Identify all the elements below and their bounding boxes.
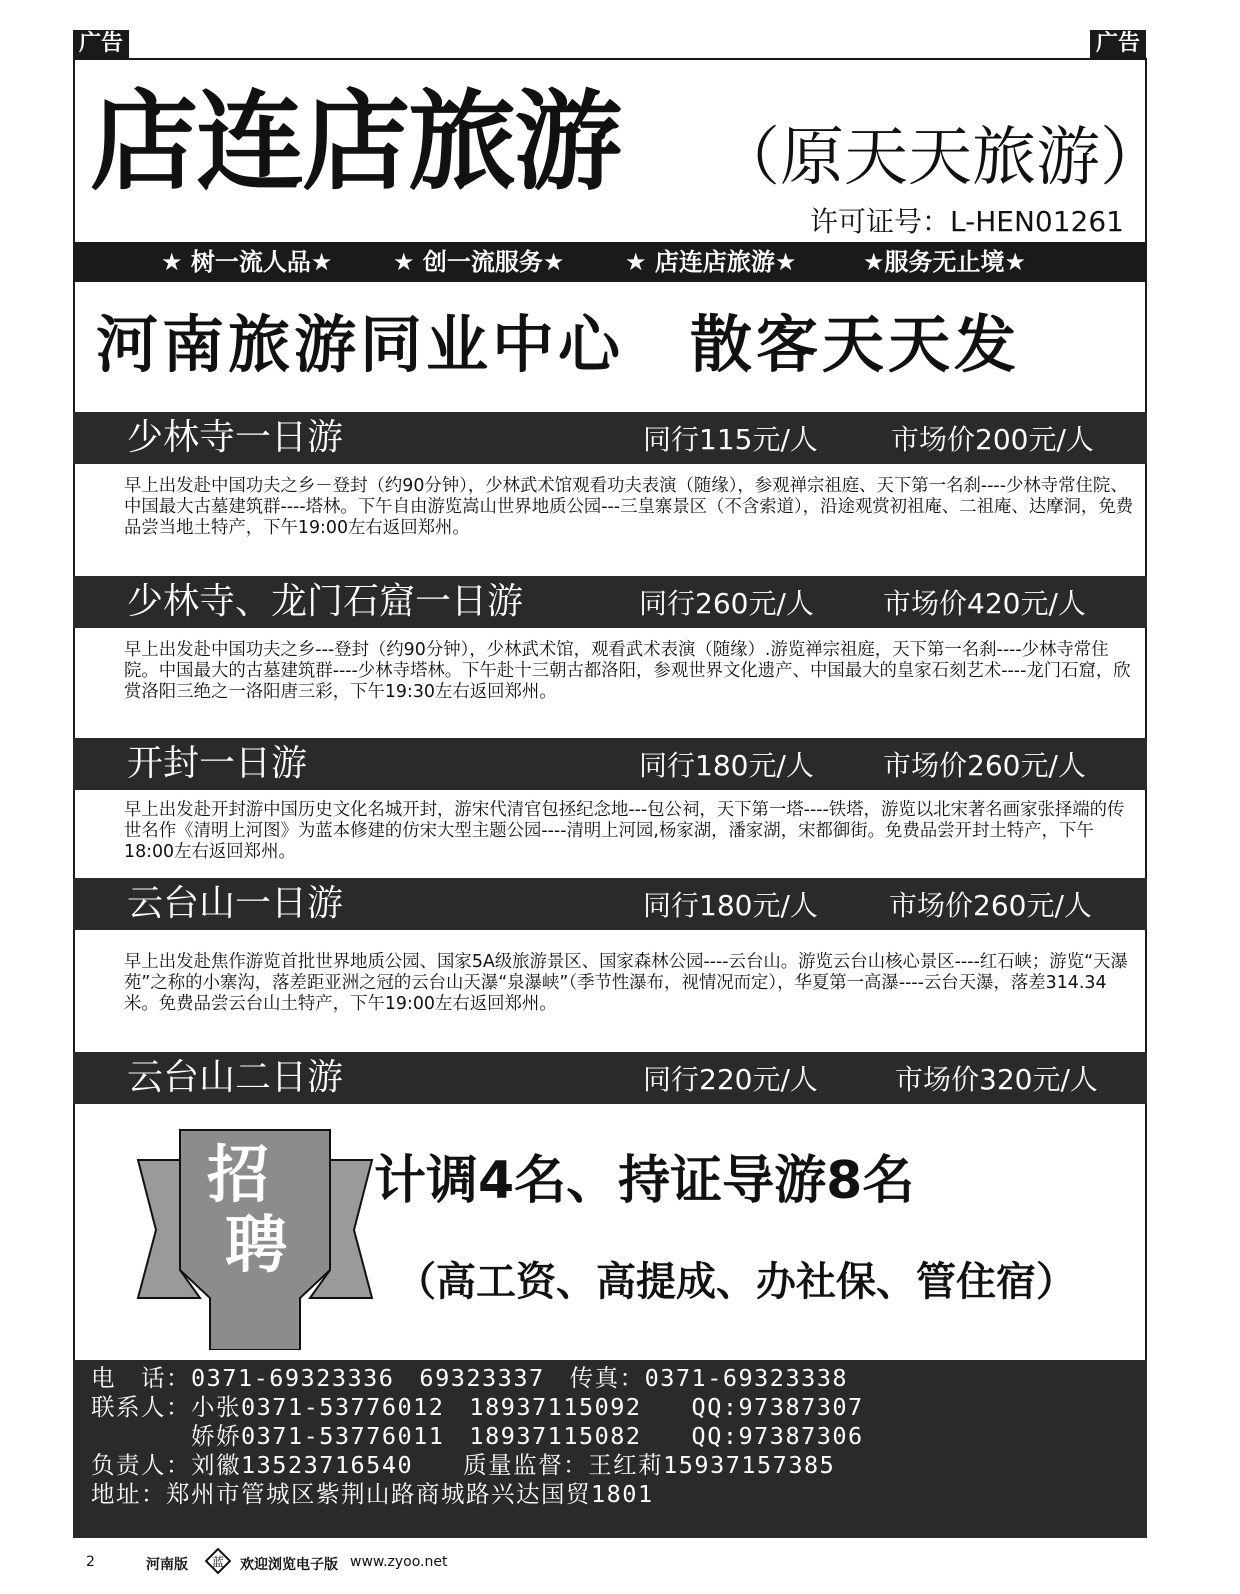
contact-box (73, 1360, 1147, 1538)
tour-bar-kaifeng (73, 738, 1147, 790)
tour-bar-shaolin (73, 412, 1147, 464)
slogan-4: ★服务无止境★ (863, 248, 1027, 276)
tour-description: 早上出发赴开封游中国历史文化名城开封，游宋代清官包拯纪念地---包公祠，天下第一塔----铁塔，游览以北宋著名画家张择端的传世名作《清明上河图》为蓝本修建的仿宋大型主题公园----清明上河园,杨家湖，潘家湖，宋都御街。免费品尝开封土特产，下午18:00左右返回郑州。 (124, 800, 1125, 862)
headline: 河南旅游同业中心 散客天天发 (96, 308, 1021, 381)
tour-peer-price: 同行260元/人 (639, 587, 814, 620)
tour-bar-shaolin-longmen (73, 576, 1147, 628)
contact-phone-line: 电 话：0371-69323336 69323337 传真：0371-69323338 (91, 1364, 849, 1392)
edition-label: 河南版 (146, 1557, 188, 1573)
recruit-emblem (130, 1120, 380, 1350)
tour-market-price: 市场价200元/人 (891, 423, 1094, 456)
license-number: 许可证号：L-HEN01261 (810, 205, 1124, 238)
ad-tag-left: 广告 (73, 30, 129, 58)
tour-name: 开封一日游 (127, 743, 308, 784)
tour-description: 早上出发赴焦作游览首批世界地质公园、国家5A级旅游景区、国家森林公园----云台山。游览云台山核心景区----红石峡；游览“天瀑苑”之称的小寨沟，落差距亚洲之冠的云台山天瀑“泉瀑峡”（季节性瀑布，视情况而定），华夏第一高瀑----云台天瀑，落差314.34米。免费品尝云台山土特产，下午19:00左右返回郑州。 (124, 952, 1128, 1014)
tour-description: 早上出发赴中国功夫之乡－登封（约90分钟），少林武术馆观看功夫表演（随缘），参观禅宗祖庭、天下第一名刹----少林寺常住院、中国最大古墓建筑群----塔林。下午自由游览嵩山世界地质公园---三皇寨景区（不含索道），沿途观赏初祖庵、二祖庵、达摩洞，免费品尝当地土特产，下午19:00左右返回郑州。 (124, 476, 1134, 538)
tour-peer-price: 同行115元/人 (643, 423, 818, 456)
tour-name: 云台山二日游 (127, 1057, 344, 1098)
contact-address-line: 地址：郑州市管城区紫荆山路商城路兴达国贸1801 (91, 1480, 654, 1508)
tour-name: 少林寺一日游 (127, 417, 344, 458)
recruit-char-1: 招 (206, 1138, 270, 1211)
contact-manager-line: 负责人：刘徽13523716540 质量监督：王红莉15937157385 (91, 1451, 836, 1479)
recruit-benefits: （高工资、高提成、办社保、管住宿） (396, 1259, 1076, 1305)
tour-market-price: 市场价260元/人 (883, 749, 1086, 782)
contact-person-line-2: 娇娇0371-53776011 18937115082 QQ:97387306 (91, 1422, 864, 1450)
tour-description: 早上出发赴中国功夫之乡---登封（约90分钟），少林武术馆，观看武术表演（随缘）.游览禅宗祖庭，天下第一名刹----少林寺常住院。中国最大的古墓建筑群----少林寺塔林。下午赴十三朝古都洛阳，参观世界文化遗产、中国最大的皇家石刻艺术----龙门石窟，欣赏洛阳三绝之一洛阳唐三彩，下午19:30左右返回郑州。 (124, 640, 1131, 702)
tour-market-price: 市场价420元/人 (883, 587, 1086, 620)
tour-name: 少林寺、龙门石窟一日游 (127, 581, 524, 622)
logo-char: 蓝 (211, 1555, 225, 1569)
slogan-2: ★ 创一流服务★ (393, 248, 565, 276)
tour-bar-yuntai-2 (73, 1052, 1147, 1104)
tour-peer-price: 同行220元/人 (643, 1063, 818, 1096)
website-link[interactable]: www.zyoo.net (350, 1554, 448, 1570)
tour-name: 云台山一日游 (127, 883, 344, 924)
brand-former-name: （原天天旅游） (716, 121, 1164, 195)
tour-bar-yuntai-1 (73, 878, 1147, 930)
page-footer (0, 1544, 1240, 1584)
recruit-char-2: 聘 (224, 1208, 288, 1281)
tour-peer-price: 同行180元/人 (639, 749, 814, 782)
tour-market-price: 市场价320元/人 (895, 1063, 1098, 1096)
slogan-1: ★ 树一流人品★ (161, 248, 333, 276)
publication-logo-icon (205, 1548, 231, 1574)
ad-tag-right: 广告 (1090, 30, 1146, 58)
page-number: 2 (86, 1554, 95, 1570)
slogan-bar (73, 242, 1147, 282)
contact-person-line-1: 联系人：小张0371-53776012 18937115092 QQ:97387307 (91, 1393, 864, 1421)
welcome-text: 欢迎浏览电子版 (240, 1557, 338, 1573)
brand-name: 店连店旅游 (90, 80, 621, 205)
tour-peer-price: 同行180元/人 (643, 889, 818, 922)
recruit-title: 计调4名、持证导游8名 (374, 1151, 915, 1211)
slogan-3: ★ 店连店旅游★ (625, 248, 797, 276)
tour-market-price: 市场价260元/人 (889, 889, 1092, 922)
